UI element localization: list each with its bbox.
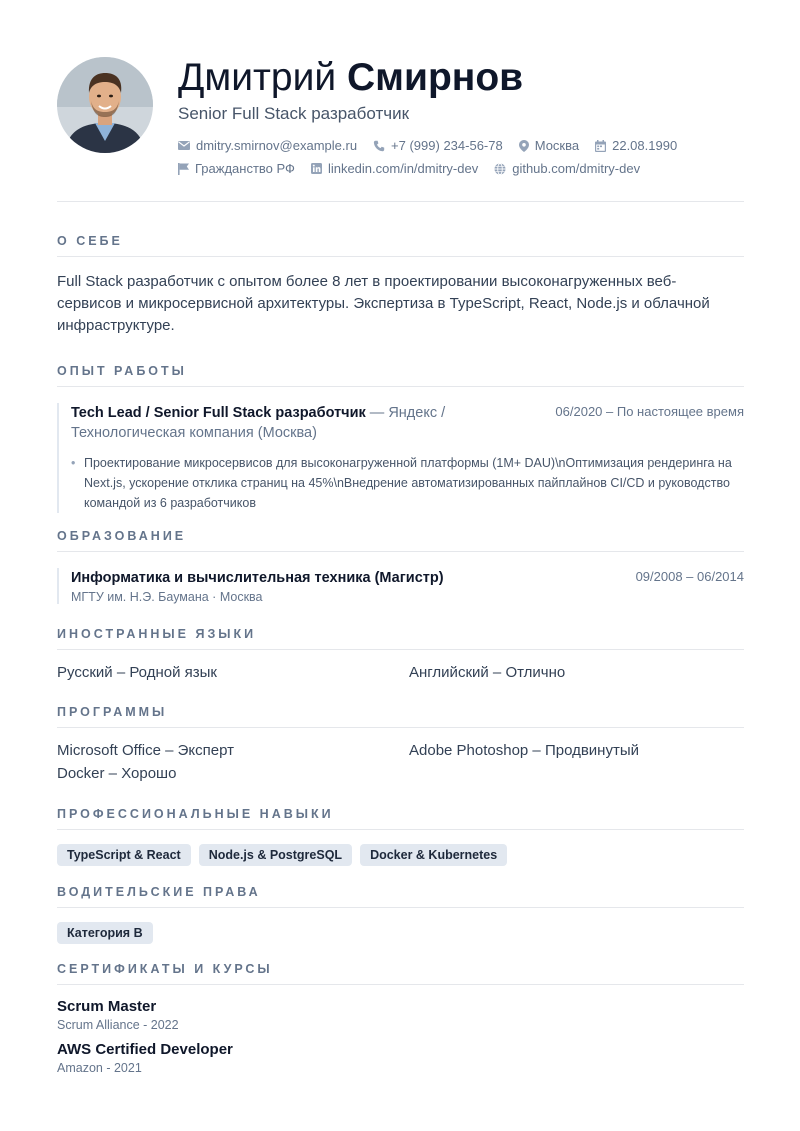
experience-entry — [57, 403, 744, 513]
section-title-experience: ОПЫТ РАБОТЫ — [57, 364, 187, 378]
section-divider — [57, 984, 744, 985]
github-text: github.com/dmitry-dev — [512, 161, 641, 176]
experience-description — [71, 453, 744, 513]
contact-github[interactable] — [494, 161, 640, 176]
section-title-software: ПРОГРАММЫ — [57, 705, 168, 719]
experience-entry-head — [71, 403, 744, 443]
linkedin-text: linkedin.com/in/dmitry-dev — [327, 161, 479, 176]
section-title-about: О СЕБЕ — [57, 234, 123, 248]
location-icon — [519, 140, 529, 152]
language-item: Русский – Родной язык — [57, 664, 217, 681]
section-divider — [57, 829, 744, 830]
phone-text: +7 (999) 234-56-78 — [391, 138, 503, 153]
location-text: Москва — [534, 138, 580, 153]
globe-icon — [494, 163, 506, 175]
certificate-item — [57, 1040, 744, 1075]
section-experience — [57, 364, 744, 513]
contacts-row-1 — [178, 138, 693, 153]
section-software — [57, 705, 744, 782]
contact-citizenship — [178, 161, 295, 176]
skills-tags — [57, 844, 744, 866]
section-title-languages: ИНОСТРАННЫЕ ЯЗЫКИ — [57, 627, 257, 641]
section-divider — [57, 907, 744, 908]
email-text: dmitry.smirnov@example.ru — [196, 138, 358, 153]
license-tag: Категория B — [57, 922, 153, 944]
section-divider — [57, 551, 744, 552]
resume-page — [57, 0, 744, 1131]
section-divider — [57, 256, 744, 257]
experience-role: Tech Lead / Senior Full Stack разработчик — [71, 405, 366, 421]
contact-phone[interactable] — [373, 138, 503, 153]
skill-tag: Docker & Kubernetes — [360, 844, 507, 866]
first-name: Дмитрий — [178, 56, 337, 99]
last-name: Смирнов — [346, 56, 524, 99]
section-title-certificates: СЕРТИФИКАТЫ И КУРСЫ — [57, 962, 273, 976]
linkedin-icon — [311, 163, 322, 174]
certificate-org: Scrum Alliance - 2022 — [57, 1018, 179, 1032]
skill-tag: Node.js & PostgreSQL — [199, 844, 352, 866]
resume-header — [57, 0, 744, 202]
experience-company: — Яндекс / Технологическая компания (Москва) — [71, 405, 446, 441]
education-school: МГТУ им. Н.Э. Баумана · Москва — [71, 590, 263, 604]
flag-icon — [178, 163, 189, 175]
contact-birthdate — [595, 138, 677, 153]
mail-icon — [178, 141, 190, 150]
certificate-name: Scrum Master — [57, 998, 157, 1015]
contacts-row-2 — [178, 161, 656, 176]
experience-role-line — [71, 403, 511, 443]
section-title-education: ОБРАЗОВАНИЕ — [57, 529, 187, 543]
calendar-icon — [595, 140, 606, 152]
citizenship-text: Гражданство РФ — [195, 161, 295, 176]
language-item: Английский – Отлично — [409, 664, 566, 681]
job-title: Senior Full Stack разработчик — [178, 104, 410, 123]
certificate-item — [57, 997, 744, 1032]
education-dates: 09/2008 – 06/2014 — [635, 569, 744, 584]
experience-dates: 06/2020 – По настоящее время — [555, 404, 744, 419]
full-name — [178, 56, 523, 100]
birthdate-text: 22.08.1990 — [612, 138, 678, 153]
license-tags — [57, 922, 744, 944]
contact-linkedin[interactable] — [311, 161, 478, 176]
section-driver-license — [57, 885, 744, 944]
section-divider — [57, 727, 744, 728]
languages-list — [57, 664, 744, 681]
certificate-name: AWS Certified Developer — [57, 1041, 233, 1058]
section-skills — [57, 807, 744, 866]
about-text: Full Stack разработчик с опытом более 8 лет в проектировании высоконагруженных веб-сервисов и микросервисной архитектуры. Экспертиза в TypeScript, React, Node.js и облачной инфраструктуре. — [57, 273, 710, 334]
software-item: Microsoft Office – Эксперт — [57, 742, 234, 759]
section-divider — [57, 649, 744, 650]
section-certificates — [57, 962, 744, 1075]
education-entry-head — [71, 568, 744, 588]
section-about — [57, 234, 744, 337]
software-item: Adobe Photoshop – Продвинутый — [409, 742, 639, 759]
phone-icon — [373, 140, 385, 152]
contact-location — [519, 138, 579, 153]
certificate-org: Amazon - 2021 — [57, 1061, 142, 1075]
education-degree: Информатика и вычислительная техника (Магистр) — [71, 570, 444, 586]
section-divider — [57, 386, 744, 387]
experience-description-text: Проектирование микросервисов для высоконагруженной платформы (1M+ DAU)\nОптимизация рендеринга на Next.js, ускорение отклика страниц на 45%\nВнедрение автоматизированных пайплайнов CI/CD и руководство командой из 6 разработчиков — [84, 456, 732, 510]
section-education — [57, 529, 744, 604]
software-item: Docker – Хорошо — [57, 765, 177, 782]
contact-email[interactable] — [178, 138, 357, 153]
section-title-skills: ПРОФЕССИОНАЛЬНЫЕ НАВЫКИ — [57, 807, 334, 821]
education-entry — [57, 568, 744, 604]
section-languages — [57, 627, 744, 681]
software-list — [57, 742, 744, 782]
skill-tag: TypeScript & React — [57, 844, 191, 866]
avatar — [57, 57, 153, 153]
bullet-icon: • — [71, 456, 76, 470]
section-title-driver-license: ВОДИТЕЛЬСКИЕ ПРАВА — [57, 885, 261, 899]
